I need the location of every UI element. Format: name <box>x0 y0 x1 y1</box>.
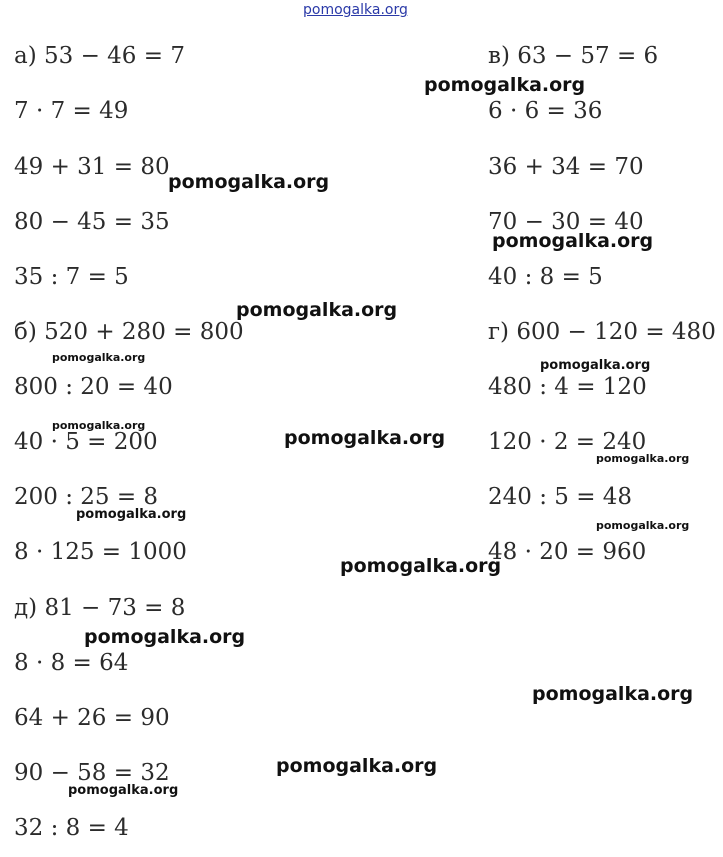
equation-a-1: а) 53 − 46 = 7 <box>14 43 185 69</box>
equation-g-4: 240 : 5 = 48 <box>488 484 633 510</box>
watermark: pomogalka.org <box>540 358 651 373</box>
equation-d-5: 32 : 8 = 4 <box>14 815 129 841</box>
equation-g-5: 48 · 20 = 960 <box>488 539 647 565</box>
watermark: pomogalka.org <box>76 507 187 522</box>
watermark: pomogalka.org <box>492 230 654 252</box>
equation-v-1: в) 63 − 57 = 6 <box>488 43 659 69</box>
watermark: pomogalka.org <box>424 74 586 96</box>
equation-a-4: 80 − 45 = 35 <box>14 209 170 235</box>
equation-d-2: 8 · 8 = 64 <box>14 650 129 676</box>
equation-b-3: 40 · 5 = 200 <box>14 429 158 455</box>
equation-g-1: г) 600 − 120 = 480 <box>488 319 716 345</box>
watermark: pomogalka.org <box>284 427 446 449</box>
watermark: pomogalka.org <box>68 783 179 798</box>
equation-a-5: 35 : 7 = 5 <box>14 264 129 290</box>
equation-d-4: 90 − 58 = 32 <box>14 760 170 786</box>
header-watermark[interactable]: pomogalka.org <box>303 2 408 18</box>
watermark: pomogalka.org <box>236 299 398 321</box>
watermark: pomogalka.org <box>596 452 690 465</box>
watermark: pomogalka.org <box>532 683 694 705</box>
equation-b-2: 800 : 20 = 40 <box>14 374 173 400</box>
equation-b-5: 8 · 125 = 1000 <box>14 539 187 565</box>
watermark: pomogalka.org <box>52 351 146 364</box>
equation-v-2: 6 · 6 = 36 <box>488 98 603 124</box>
equation-g-3: 120 · 2 = 240 <box>488 429 647 455</box>
equation-d-1: д) 81 − 73 = 8 <box>14 595 186 621</box>
watermark: pomogalka.org <box>276 755 438 777</box>
watermark: pomogalka.org <box>168 171 330 193</box>
equation-b-1: б) 520 + 280 = 800 <box>14 319 244 345</box>
equation-b-4: 200 : 25 = 8 <box>14 484 159 510</box>
equation-v-3: 36 + 34 = 70 <box>488 154 644 180</box>
watermark: pomogalka.org <box>596 519 690 532</box>
equation-v-4: 70 − 30 = 40 <box>488 209 644 235</box>
equation-d-3: 64 + 26 = 90 <box>14 705 170 731</box>
watermark: pomogalka.org <box>340 555 502 577</box>
equation-g-2: 480 : 4 = 120 <box>488 374 647 400</box>
watermark: pomogalka.org <box>84 626 246 648</box>
equation-v-5: 40 : 8 = 5 <box>488 264 603 290</box>
equation-a-2: 7 · 7 = 49 <box>14 98 129 124</box>
equation-a-3: 49 + 31 = 80 <box>14 154 170 180</box>
watermark: pomogalka.org <box>52 419 146 432</box>
